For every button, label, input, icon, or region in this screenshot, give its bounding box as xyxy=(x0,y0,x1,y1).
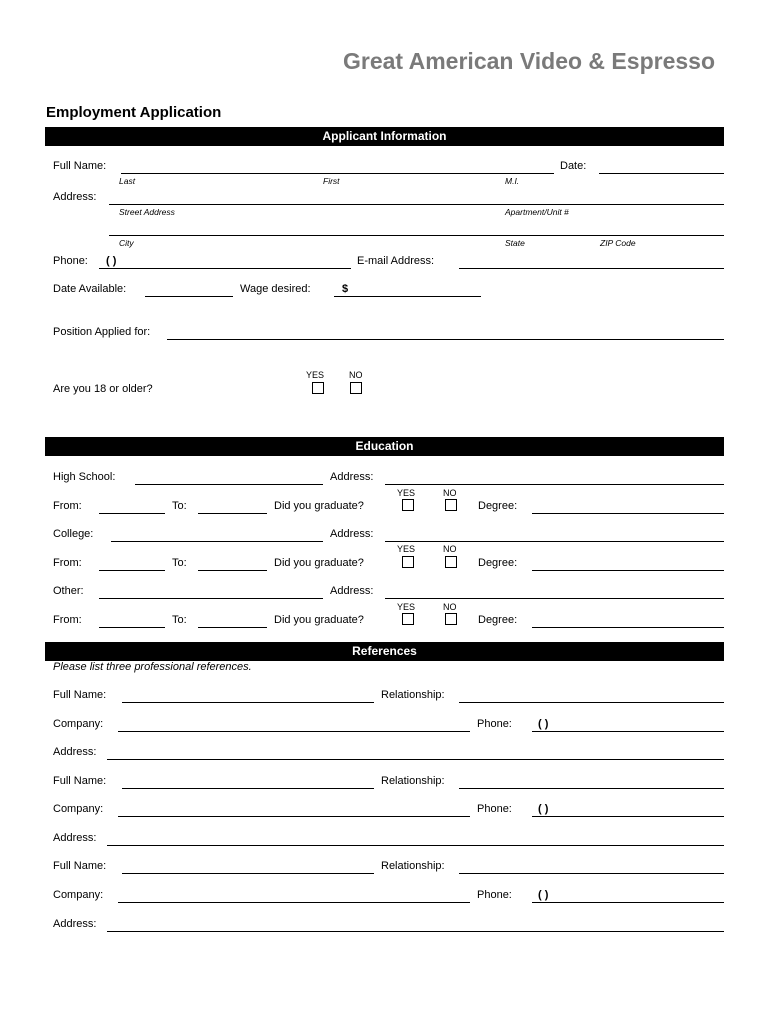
date-available-field[interactable] xyxy=(145,296,233,297)
other-address-field[interactable] xyxy=(385,598,724,599)
college-from-label: From: xyxy=(53,557,82,569)
ref2-phone-label: Phone: xyxy=(477,803,512,815)
ref1-full-name-label: Full Name: xyxy=(53,689,107,701)
wage-field[interactable] xyxy=(334,296,481,297)
ref2-address-label: Address: xyxy=(53,832,97,844)
age-no-checkbox[interactable] xyxy=(350,382,362,394)
other-to-field[interactable] xyxy=(198,627,267,628)
address-label: Address: xyxy=(53,191,97,203)
high-school-degree-label: Degree: xyxy=(478,500,518,512)
ref1-phone-area-code: ( ) xyxy=(538,718,549,730)
age-yes-checkbox[interactable] xyxy=(312,382,324,394)
other-address-label: Address: xyxy=(330,585,374,597)
high-school-graduate-label: Did you graduate? xyxy=(274,500,364,512)
email-label: E-mail Address: xyxy=(357,255,435,267)
city-caption: City xyxy=(119,238,134,248)
state-caption: State xyxy=(505,238,525,248)
college-to-label: To: xyxy=(172,557,187,569)
ref3-company-label: Company: xyxy=(53,889,104,901)
high-school-label: High School: xyxy=(53,471,116,483)
last-name-caption: Last xyxy=(119,176,136,186)
ref2-company-label: Company: xyxy=(53,803,104,815)
high-school-address-label: Address: xyxy=(330,471,374,483)
email-field[interactable] xyxy=(459,268,724,269)
ref1-address-field[interactable] xyxy=(107,759,724,760)
phone-label: Phone: xyxy=(53,255,88,267)
high-school-from-label: From: xyxy=(53,500,82,512)
other-yes-caption: YES xyxy=(397,602,416,612)
ref3-address-label: Address: xyxy=(53,918,97,930)
position-field[interactable] xyxy=(167,339,724,340)
ref3-full-name-field[interactable] xyxy=(122,873,374,874)
ref1-relationship-field[interactable] xyxy=(459,702,724,703)
high-school-yes-checkbox[interactable] xyxy=(402,499,414,511)
first-name-caption: First xyxy=(323,176,340,186)
ref2-full-name-field[interactable] xyxy=(122,788,374,789)
ref1-phone-label: Phone: xyxy=(477,718,512,730)
ref3-phone-field[interactable] xyxy=(532,902,724,903)
apartment-caption: Apartment/Unit # xyxy=(505,207,569,217)
full-name-field[interactable] xyxy=(121,173,554,174)
ref1-full-name-field[interactable] xyxy=(122,702,374,703)
ref2-relationship-label: Relationship: xyxy=(381,775,445,787)
high-school-address-field[interactable] xyxy=(385,484,724,485)
college-yes-checkbox[interactable] xyxy=(402,556,414,568)
college-label: College: xyxy=(53,528,94,540)
date-available-label: Date Available: xyxy=(53,283,127,295)
high-school-to-field[interactable] xyxy=(198,513,267,514)
ref2-company-field[interactable] xyxy=(118,816,470,817)
position-label: Position Applied for: xyxy=(53,326,151,338)
city-state-zip-field[interactable] xyxy=(109,235,724,236)
street-address-caption: Street Address xyxy=(119,207,175,217)
college-no-checkbox[interactable] xyxy=(445,556,457,568)
ref2-full-name-label: Full Name: xyxy=(53,775,107,787)
zip-caption: ZIP Code xyxy=(600,238,636,248)
high-school-degree-field[interactable] xyxy=(532,513,724,514)
college-from-field[interactable] xyxy=(99,570,165,571)
high-school-field[interactable] xyxy=(135,484,323,485)
college-field[interactable] xyxy=(111,541,323,542)
phone-field[interactable] xyxy=(99,268,351,269)
other-graduate-label: Did you graduate? xyxy=(274,614,364,626)
college-degree-field[interactable] xyxy=(532,570,724,571)
ref1-address-label: Address: xyxy=(53,746,97,758)
high-school-no-caption: NO xyxy=(443,488,457,498)
ref2-phone-area-code: ( ) xyxy=(538,803,549,815)
college-address-label: Address: xyxy=(330,528,374,540)
other-degree-field[interactable] xyxy=(532,627,724,628)
section-header-education: Education xyxy=(45,437,724,456)
other-yes-checkbox[interactable] xyxy=(402,613,414,625)
ref2-address-field[interactable] xyxy=(107,845,724,846)
ref1-phone-field[interactable] xyxy=(532,731,724,732)
middle-initial-caption: M.I. xyxy=(505,176,520,186)
high-school-yes-caption: YES xyxy=(397,488,416,498)
high-school-no-checkbox[interactable] xyxy=(445,499,457,511)
college-to-field[interactable] xyxy=(198,570,267,571)
college-no-caption: NO xyxy=(443,544,457,554)
wage-label: Wage desired: xyxy=(240,283,311,295)
age-no-caption: NO xyxy=(349,370,363,380)
ref3-company-field[interactable] xyxy=(118,902,470,903)
section-header-references: References xyxy=(45,642,724,661)
other-from-label: From: xyxy=(53,614,82,626)
company-name: Great American Video & Espresso xyxy=(343,48,715,74)
other-no-caption: NO xyxy=(443,602,457,612)
college-graduate-label: Did you graduate? xyxy=(274,557,364,569)
dollar-sign: $ xyxy=(342,283,349,295)
other-no-checkbox[interactable] xyxy=(445,613,457,625)
college-address-field[interactable] xyxy=(385,541,724,542)
ref3-phone-area-code: ( ) xyxy=(538,889,549,901)
ref3-relationship-field[interactable] xyxy=(459,873,724,874)
section-header-applicant: Applicant Information xyxy=(45,127,724,146)
age-yes-caption: YES xyxy=(306,370,325,380)
high-school-to-label: To: xyxy=(172,500,187,512)
ref3-relationship-label: Relationship: xyxy=(381,860,445,872)
college-degree-label: Degree: xyxy=(478,557,518,569)
ref1-company-field[interactable] xyxy=(118,731,470,732)
ref2-relationship-field[interactable] xyxy=(459,788,724,789)
references-note: Please list three professional references. xyxy=(53,661,252,673)
other-degree-label: Degree: xyxy=(478,614,518,626)
ref1-relationship-label: Relationship: xyxy=(381,689,445,701)
phone-area-code: ( ) xyxy=(106,255,117,267)
page-title: Employment Application xyxy=(46,104,222,121)
street-address-field[interactable] xyxy=(109,204,724,205)
other-school-label: Other: xyxy=(53,585,84,597)
age-question: Are you 18 or older? xyxy=(53,383,153,395)
other-school-field[interactable] xyxy=(99,598,323,599)
college-yes-caption: YES xyxy=(397,544,416,554)
ref2-phone-field[interactable] xyxy=(532,816,724,817)
other-to-label: To: xyxy=(172,614,187,626)
ref3-phone-label: Phone: xyxy=(477,889,512,901)
high-school-from-field[interactable] xyxy=(99,513,165,514)
ref3-full-name-label: Full Name: xyxy=(53,860,107,872)
date-label: Date: xyxy=(560,160,587,172)
other-from-field[interactable] xyxy=(99,627,165,628)
date-field[interactable] xyxy=(599,173,724,174)
ref1-company-label: Company: xyxy=(53,718,104,730)
full-name-label: Full Name: xyxy=(53,160,107,172)
ref3-address-field[interactable] xyxy=(107,931,724,932)
